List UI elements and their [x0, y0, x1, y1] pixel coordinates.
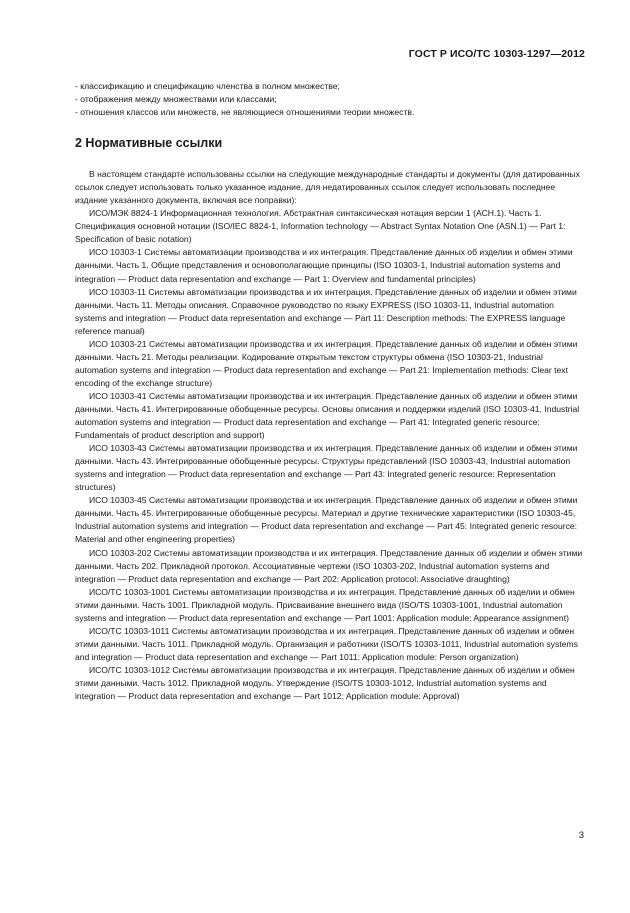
reference-entry-iso-10303-43: ИСО 10303-43 Системы автоматизации производства и их интеграция. Представление данных об изделии и обмен этими данными. Часть 43. Интегрированные обобщенные ресурсы. Структуры представлений (ISO 10303-43, Industrial automation systems and integration — Product data representation and exchange — Part 43: Integrated generic resource: Representation structures) [75, 443, 578, 493]
section-heading: 2 Нормативные ссылки [75, 136, 223, 151]
reference-entry-iso-10303-202: ИСО 10303-202 Системы автоматизации производства и их интеграция. Представление данных об изделии и обмен этими данными. Часть 202. Прикладной протокол. Ассоциативные чертежи (ISO 10303-202, Industrial automation systems and integration — Product data representation and exchange — Part 202: Application protocol: Associative draughting) [75, 547, 583, 584]
reference-entry-iso-10303-11: ИСО 10303-11 Системы автоматизации производства и их интеграция. Представление данных об изделии и обмен этими данными. Часть 11. Методы описания. Справочное руководство по языку EXPRESS (ISO 10303-11, Industrial automation systems and integration — Product data representation and exchange — Part 11: Description methods: The EXPRESS language reference manual) [75, 286, 577, 336]
bullet-item-1: - классификацию и спецификацию членства в полном множестве; [75, 81, 340, 91]
bullet-item-2: - отображения между множествами или классами; [75, 94, 277, 105]
reference-entry-iso-ts-10303-1001: ИСО/ТС 10303-1001 Системы автоматизации производства и их интеграция. Представление данных об изделии и обмен этими данными. Часть 1001. Прикладной модуль. Присваивание внешнего вида (ISO/TS 10303-1001, Industrial automation systems and integration — Product data representation and exchange — Part 1001: Application module: Appearance assignment) [75, 586, 575, 623]
reference-entry-iso-ts-10303-1012: ИСО/ТС 10303-1012 Системы автоматизации производства и их интеграция. Представление данных об изделии и обмен этими данными. Часть 1012. Прикладной модуль. Утверждение (ISO/TS 10303-1012, Industrial automation systems and integration — Product data representation and exchange — Part 1012: Application module: Approval) [75, 664, 575, 702]
page-body [75, 80, 583, 703]
document-code-header: ГОСТ Р ИСО/ТС 10303-1297—2012 [408, 48, 585, 60]
page-number: 3 [578, 830, 584, 841]
reference-entry-iso-ts-10303-1011: ИСО/ТС 10303-1011 Системы автоматизации производства и их интеграция. Представление данных об изделии и обмен этими данными. Часть 1011. Прикладной модуль. Организация и работники (ISO/TS 10303-1011, Industrial automation systems and integration — Product data representation and exchange — Part 1011: Application module: Person organization) [75, 625, 578, 662]
reference-entry-iso-iec-8824-1: ИСО/МЭК 8824-1 Информационная технология. Абстрактная синтаксическая нотация версии 1 (АСН.1). Часть 1. Спецификация основной нотации (ISO/IEC 8824-1, Information technology — Abstract Syntax Notation One (ASN.1) — Part 1: Specification of basic notation) [75, 208, 566, 245]
reference-entry-iso-10303-41: ИСО 10303-41 Системы автоматизации производства и их интеграция. Представление данных об изделии и обмен этими данными. Часть 41. Интегрированные обобщенные ресурсы. Основы описания и поддержки изделий (ISO 10303-41, Industrial automation systems and integration — Product data representation and exchange — Part 41: Integrated generic resource: Fundamentals of product description and support) [75, 390, 580, 441]
reference-entry-iso-10303-21: ИСО 10303-21 Системы автоматизации производства и их интеграция. Представление данных об изделии и обмен этими данными. Часть 21. Методы реализации. Кодирование открытым текстом структуры обмена (ISO 10303-21, Industrial automation systems and integration — Product data representation and exchange — Part 21: Implementation methods: Clear text encoding of the exchange structure) [75, 338, 578, 388]
reference-entry-iso-10303-1: ИСО 10303-1 Системы автоматизации производства и их интеграция. Представление данных об изделии и обмен этими данными. Часть 1. Общие представления и основополагающие принципы (ISO 10303-1, Industrial automation systems and integration — Product data representation and exchange — Part 1: Overview and fundamental principles) [75, 247, 573, 284]
reference-entry-iso-10303-45: ИСО 10303-45 Системы автоматизации производства и их интеграция. Представление данных об изделии и обмен этими данными. Часть 45. Интегрированные обобщенные ресурсы. Материал и другие технические характеристики (ISO 10303-45, Industrial automation systems and integration — Product data representation and exchange — Part 45: Integrated generic resource: Material and other engineering properties) [75, 495, 578, 545]
bullet-item-3: - отношения классов или множеств, не являющиеся отношениями теории множеств. [75, 107, 415, 118]
intro-paragraph: В настоящем стандарте использованы ссылки на следующие международные стандарты и документы (для датированных ссылок следует использовать только указанное издание, для недатированных ссылок следует использовать последнее издание указанного документа, включая все поправки): [75, 169, 580, 206]
